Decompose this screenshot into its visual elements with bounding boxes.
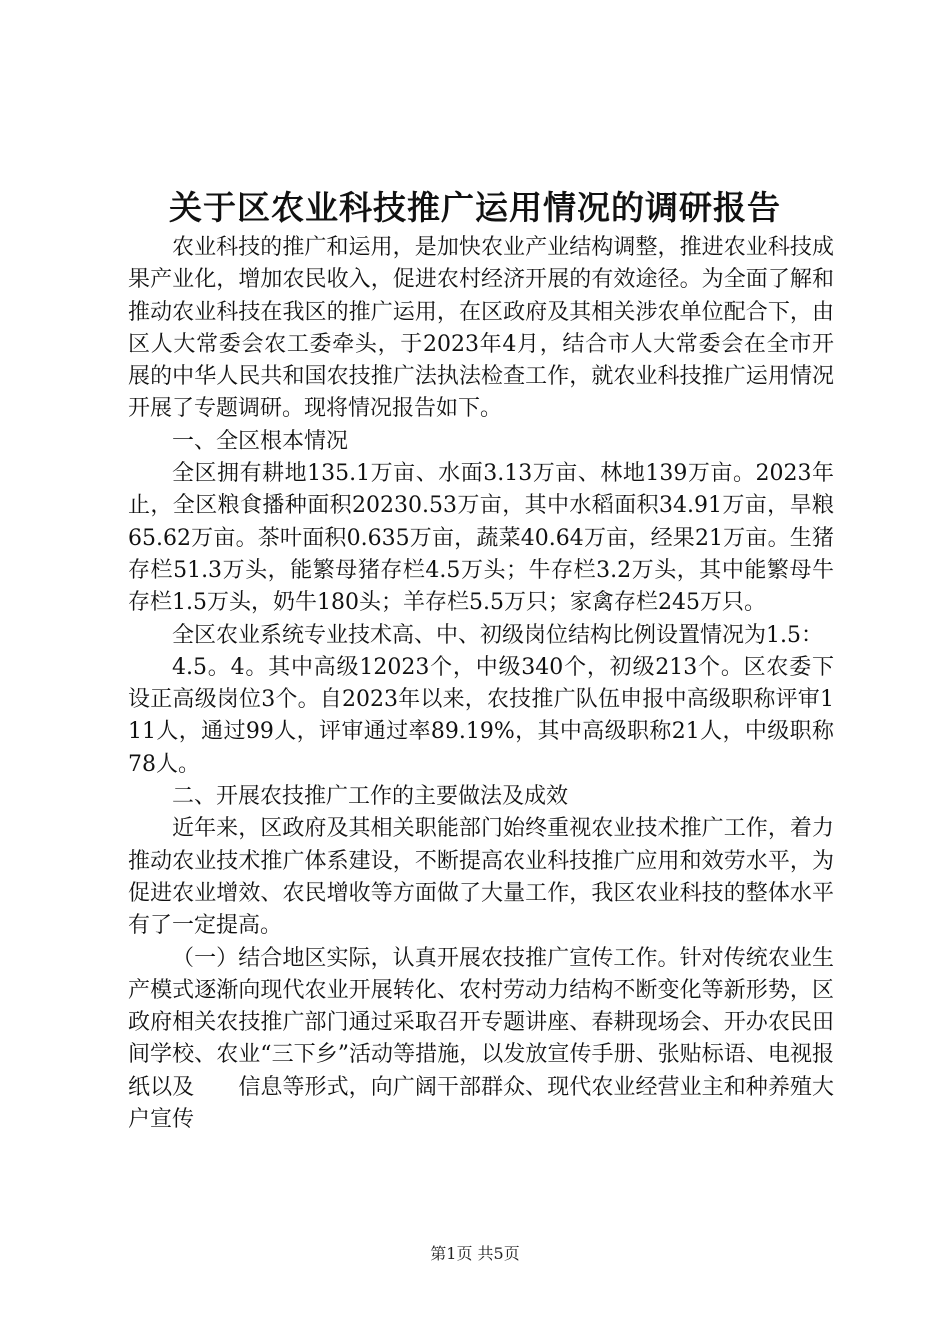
section-heading-1: 一、全区根本情况: [172, 428, 349, 454]
section-heading-2: 二、开展农技推广工作的主要做法及成效: [172, 784, 569, 810]
document-title: 关于区农业科技推广运用情况的调研报告: [169, 188, 781, 227]
document-body: [128, 232, 834, 1136]
paragraph-titles: 4.5。4。其中高级12023个，中级340个，初级213个。区农委下设正高级岗位3个。自2023年以来，农技推广队伍申报中高级职称评审111人，通过99人，评审通过率89.19%，其中高级职称21人，中级职称78人。: [128, 654, 834, 777]
paragraph-recent-years: 近年来，区政府及其相关职能部门始终重视农业技术推广工作，着力推动农业技术推广体系建设，不断提高农业科技推广应用和效劳水平，为促进农业增效、农民增收等方面做了大量工作，我区农业科技的整体水平有了一定提高。: [128, 816, 834, 939]
paragraph-structure-ratio: 全区农业系统专业技术高、中、初级岗位结构比例设置情况为1.5：: [172, 622, 823, 648]
page-footer: 第1页 共5页: [430, 1244, 520, 1263]
paragraph-intro: 农业科技的推广和运用，是加快农业产业结构调整，推进农业科技成果产业化，增加农民收入，促进农村经济开展的有效途径。为全面了解和推动农业科技在我区的推广运用，在区政府及其相关涉农单位配合下，由区人大常委会农工委牵头，于2023年4月，结合市人大常委会在全市开展的中华人民共和国农技推广法执法检查工作，就农业科技推广运用情况开展了专题调研。现将情况报告如下。: [128, 235, 834, 422]
paragraph-resources: 全区拥有耕地135.1万亩、水面3.13万亩、林地139万亩。2023年止，全区粮食播种面积20230.53万亩，其中水稻面积34.91万亩，旱粮65.62万亩。茶叶面积0.635万亩，蔬菜40.64万亩，经果21万亩。生猪存栏51.3万头，能繁母猪存栏4.5万头；牛存栏3.2万头，其中能繁母牛存栏1.5万头，奶牛180头；羊存栏5.5万只；家禽存栏245万只。: [128, 461, 834, 616]
paragraph-subsection-1: （一）结合地区实际，认真开展农技推广宣传工作。针对传统农业生产模式逐渐向现代农业开展转化、农村劳动力结构不断变化等新形势，区政府相关农技推广部门通过采取召开专题讲座、春耕现场会、开办农民田间学校、农业“三下乡”活动等措施，以发放宣传手册、张贴标语、电视报纸以及 信息等形式，向广阔干部群众、现代农业经营业主和种养殖大户宣传: [128, 945, 834, 1133]
